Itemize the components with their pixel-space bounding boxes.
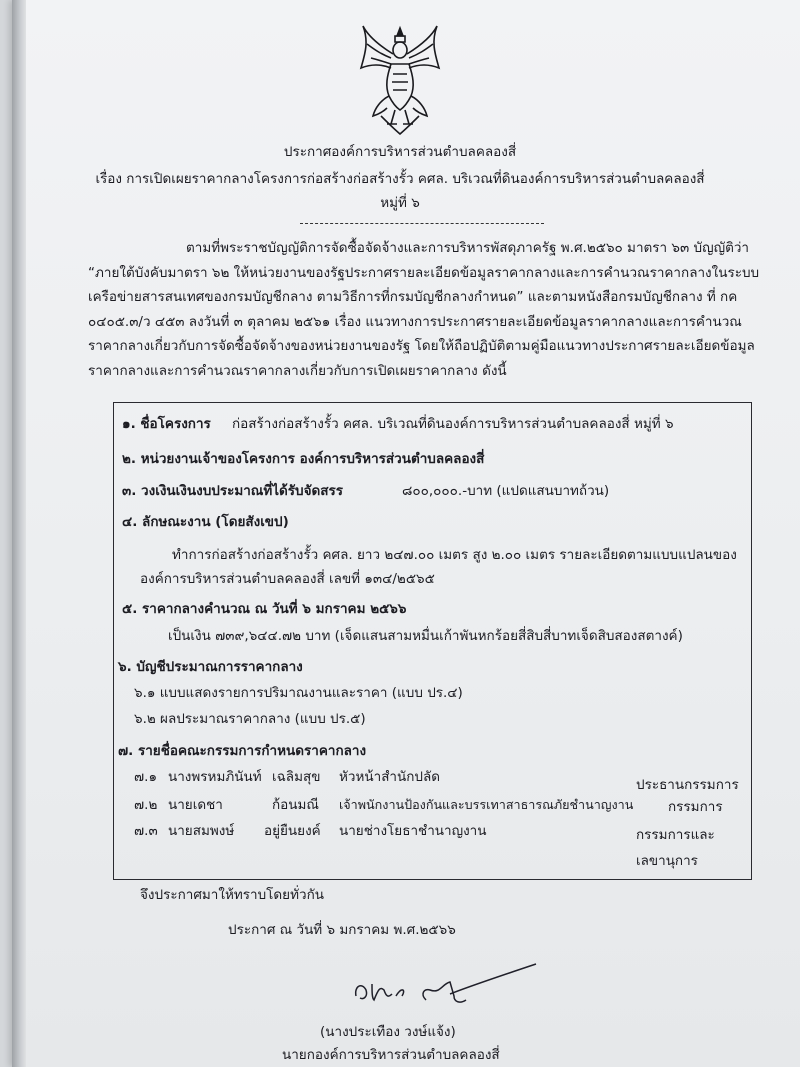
closing-notice: จึงประกาศมาให้ทราบโดยทั่วกัน [140, 887, 324, 903]
announcement-title: ประกาศองค์การบริหารส่วนตำบลคลองสี่ [283, 144, 517, 160]
project-name-value: ก่อสร้างก่อสร้างรั้ว คศล. บริเวณที่ดินองค์การบริหารส่วนตำบลคลองสี่ หมู่ที่ ๖ [232, 416, 674, 432]
committee-surname: ก้อนมณี [272, 797, 319, 813]
intro-line: “ภายใต้บังคับมาตรา ๖๒ ให้หน่วยงานของรัฐประกาศรายละเอียดข้อมูลราคากลางและการคำนวณราคากลางในระบบ [88, 264, 760, 281]
project-name-label: ๑. ชื่อโครงการ [122, 416, 211, 432]
committee-no: ๗.๑ [134, 769, 158, 785]
work-description-line2: องค์การบริหารส่วนตำบลคลองสี่ เลขที่ ๑๓๔/๒๕๖๕ [140, 571, 435, 587]
intro-line: ราคากลางและการคำนวณราคากลางเกี่ยวกับการเปิดเผยราคากลาง ดังนี้ [88, 362, 507, 379]
committee-surname: อยู่ยืนยงค์ [264, 823, 321, 839]
separator-line [300, 223, 544, 224]
intro-line: ตามที่พระราชบัญญัติการจัดซื้อจัดจ้างและการบริหารพัสดุภาครัฐ พ.ศ.๒๕๖๐ มาตรา ๖๓ บัญญัติว่า [186, 240, 750, 256]
committee-surname: เฉลิมสุข [272, 769, 321, 785]
committee-position: นายช่างโยธาชำนาญงาน [339, 823, 487, 839]
garuda-emblem-icon [357, 24, 443, 136]
committee-no: ๗.๒ [134, 797, 158, 813]
intro-line: ราคากลางเกี่ยวกับการจัดซื้อจัดจ้างของหน่วยงานของรัฐ โดยให้ถือปฏิบัติตามคู่มือแนวทางประกาศรายละเอียดข้อมูล [88, 338, 755, 354]
committee-role: กรรมการและ [636, 827, 715, 843]
intro-paragraph [88, 236, 760, 383]
committee-no: ๗.๓ [134, 823, 158, 839]
project-owner: ๒. หน่วยงานเจ้าของโครงการ องค์การบริหารส่วนตำบลคลองสี่ [122, 451, 485, 467]
work-description-line1: ทำการก่อสร้างก่อสร้างรั้ว คศล. ยาว ๒๔๗.๐๐ เมตร สูง ๒.๐๐ เมตร รายละเอียดตามแบบแปลนของ [172, 547, 737, 563]
committee-role: กรรมการ [668, 799, 723, 815]
reference-price-value: เป็นเงิน ๗๓๙,๖๔๔.๗๒ บาท (เจ็ดแสนสามหมื่นเก้าพันหกร้อยสี่สิบสี่บาทเจ็ดสิบสองสตางค์) [168, 628, 683, 644]
signatory-title: นายกองค์การบริหารส่วนตำบลคลองสี่ [282, 1047, 500, 1063]
committee-role-continued: เลขานุการ [636, 853, 698, 869]
intro-line: เครือข่ายสารสนเทศของกรมบัญชีกลาง ตามวิธีการที่กรมบัญชีกลางกำหนด” และตามหนังสือกรมบัญชีกลาง ที่ กค [88, 289, 738, 305]
committee-name: นายเดชา [168, 797, 223, 813]
reference-price-label: ๕. ราคากลางคำนวณ ณ วันที่ ๖ มกราคม ๒๕๖๖ [122, 601, 407, 617]
committee-position: หัวหน้าสำนักปลัด [339, 769, 441, 785]
estimate-item-1: ๖.๑ แบบแสดงรายการปริมาณงานและราคา (แบบ ปร.๔) [134, 685, 463, 701]
committee-name: นางพรหมภินันท์ [168, 769, 262, 785]
committee-position: เจ้าพนักงานป้องกันและบรรเทาสาธารณภัยชำนาญงาน [339, 797, 634, 812]
budget-label: ๓. วงเงินเงินงบประมาณที่ได้รับจัดสรร [122, 483, 344, 499]
committee-role: ประธานกรรมการ [636, 777, 739, 793]
work-description-label: ๔. ลักษณะงาน (โดยสังเขป) [122, 514, 289, 530]
estimate-list-label: ๖. บัญชีประมาณการราคากลาง [118, 659, 303, 675]
intro-line: ๐๔๐๕.๓/ว ๔๕๓ ลงวันที่ ๓ ตุลาคม ๒๕๖๑ เรื่อง แนวทางการประกาศรายละเอียดข้อมูลราคากลางและการคำนวณ [88, 313, 742, 330]
signature-mark [350, 960, 540, 1015]
subject-line-village: หมู่ที่ ๖ [380, 195, 420, 211]
signatory-name: (นางประเทือง วงษ์แจ้ง) [320, 1024, 456, 1040]
committee-label: ๗. รายชื่อคณะกรรมการกำหนดราคากลาง [118, 743, 367, 759]
committee-name: นายสมพงษ์ [168, 823, 235, 839]
announcement-date: ประกาศ ณ วันที่ ๖ มกราคม พ.ศ.๒๕๖๖ [228, 922, 456, 938]
budget-value: ๘๐๐,๐๐๐.-บาท (แปดแสนบาทถ้วน) [402, 483, 610, 499]
estimate-item-2: ๖.๒ ผลประมาณราคากลาง (แบบ ปร.๕) [134, 711, 366, 727]
subject-line: เรื่อง การเปิดเผยราคากลางโครงการก่อสร้างก่อสร้างรั้ว คศล. บริเวณที่ดินองค์การบริหารส่วนตำบลคลองสี่ [95, 171, 705, 187]
